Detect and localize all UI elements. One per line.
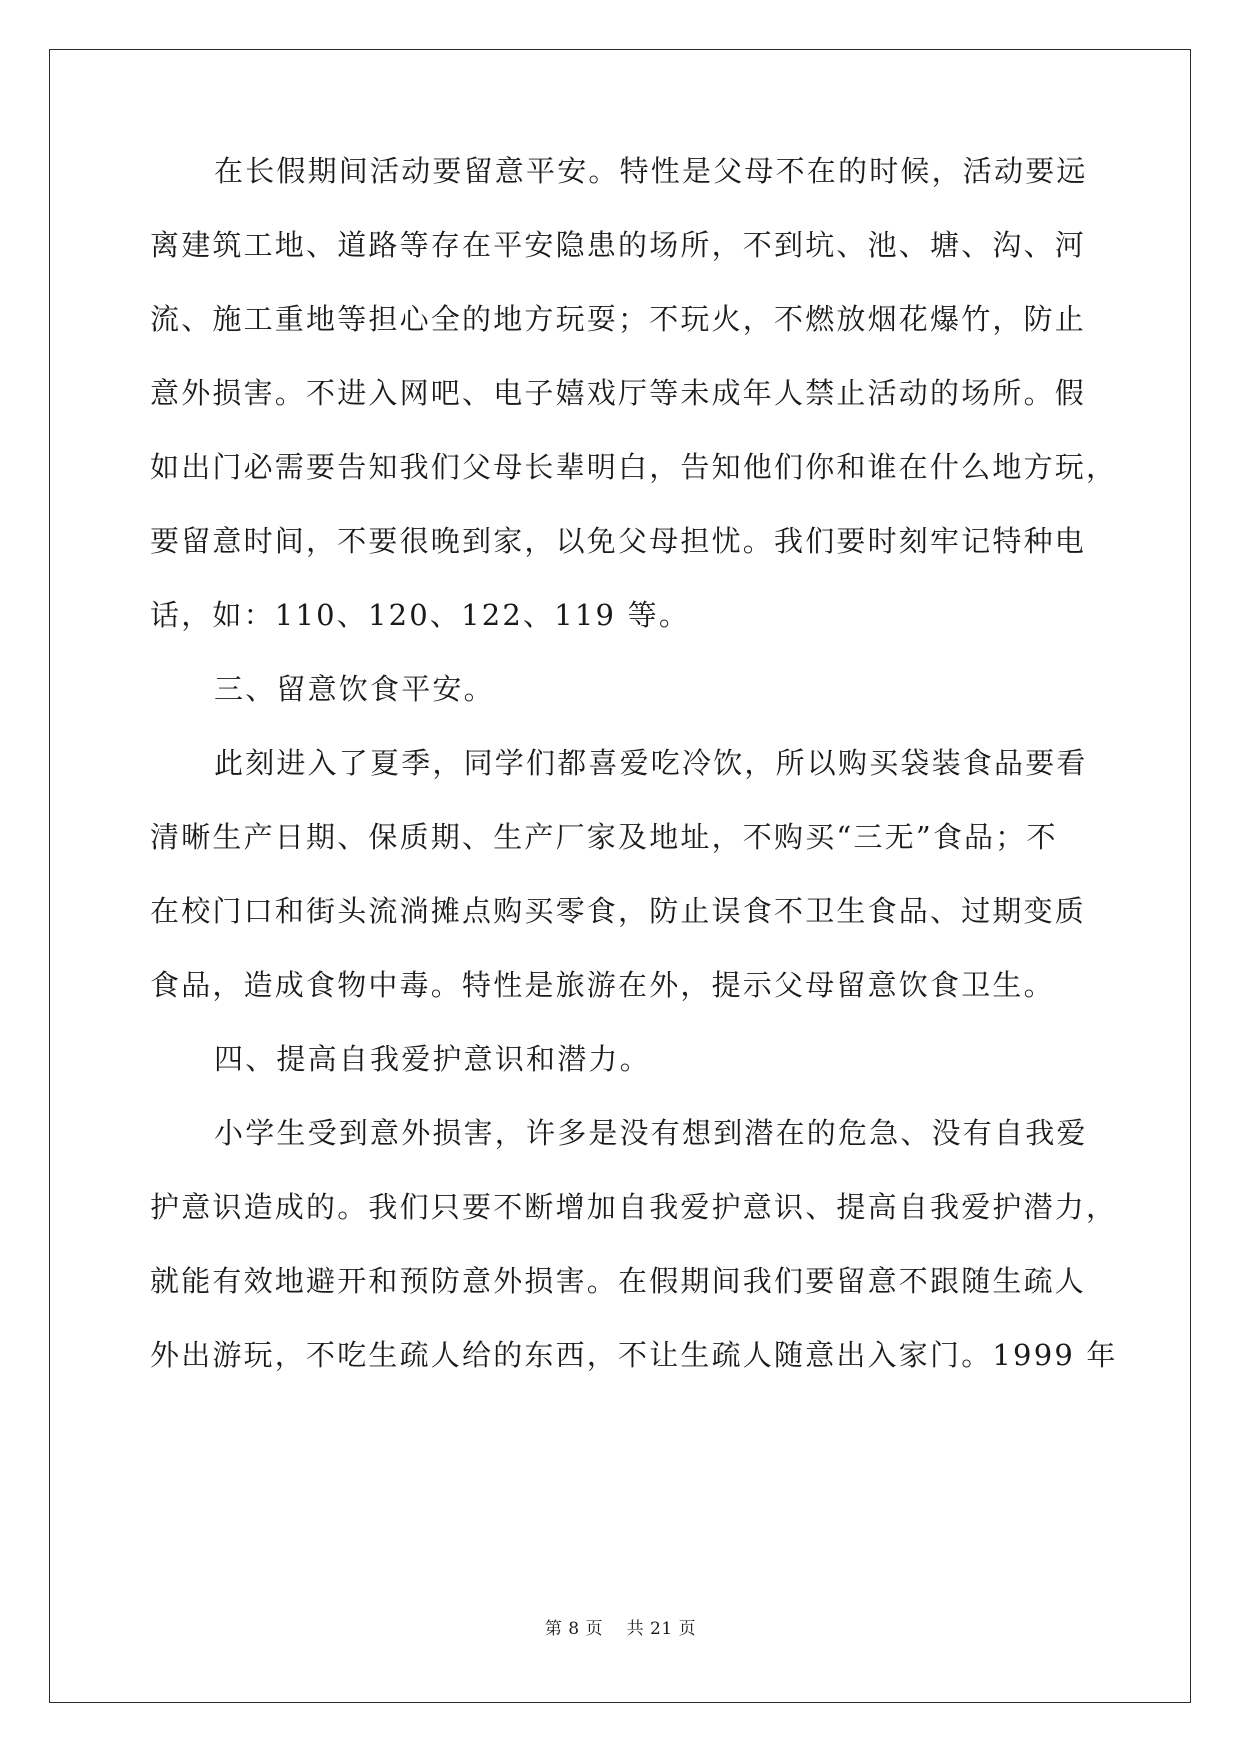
text-line: 就能有效地避开和预防意外损害。在假期间我们要留意不跟随生疏人 <box>150 1264 1087 1298</box>
text-line: 在校门口和街头流淌摊点购买零食，防止误食不卫生食品、过期变质 <box>150 894 1087 928</box>
text-line: 如出门必需要告知我们父母长辈明白，告知他们你和谁在什么地方玩， <box>150 450 1118 484</box>
text-line: 此刻进入了夏季，同学们都喜爱吃冷饮，所以购买袋装食品要看 <box>214 746 1088 780</box>
text-line: 在长假期间活动要留意平安。特性是父母不在的时候，活动要远 <box>214 154 1088 188</box>
text-line: 外出游玩，不吃生疏人给的东西，不让生疏人随意出入家门。1999 年 <box>150 1338 1118 1372</box>
text-line: 话，如：110、120、122、119 等。 <box>150 598 691 632</box>
text-line: 流、施工重地等担心全的地方玩耍；不玩火，不燃放烟花爆竹，防止 <box>150 302 1087 336</box>
text-line: 清晰生产日期、保质期、生产厂家及地址，不购买“三无”食品；不 <box>150 820 1058 854</box>
section-heading: 四、提高自我爱护意识和潜力。 <box>214 1042 651 1076</box>
section-heading: 三、留意饮食平安。 <box>214 672 495 706</box>
text-line: 食品，造成食物中毒。特性是旅游在外，提示父母留意饮食卫生。 <box>150 968 1055 1002</box>
text-line: 要留意时间，不要很晚到家，以免父母担忧。我们要时刻牢记特种电 <box>150 524 1087 558</box>
text-line: 护意识造成的。我们只要不断增加自我爱护意识、提高自我爱护潜力， <box>150 1190 1118 1224</box>
text-line: 小学生受到意外损害，许多是没有想到潜在的危急、没有自我爱 <box>214 1116 1088 1150</box>
text-line: 离建筑工地、道路等存在平安隐患的场所，不到坑、池、塘、沟、河 <box>150 228 1087 262</box>
page-number-footer: 第 8 页 共 21 页 <box>544 1619 697 1639</box>
text-line: 意外损害。不进入网吧、电子嬉戏厅等未成年人禁止活动的场所。假 <box>150 376 1087 410</box>
